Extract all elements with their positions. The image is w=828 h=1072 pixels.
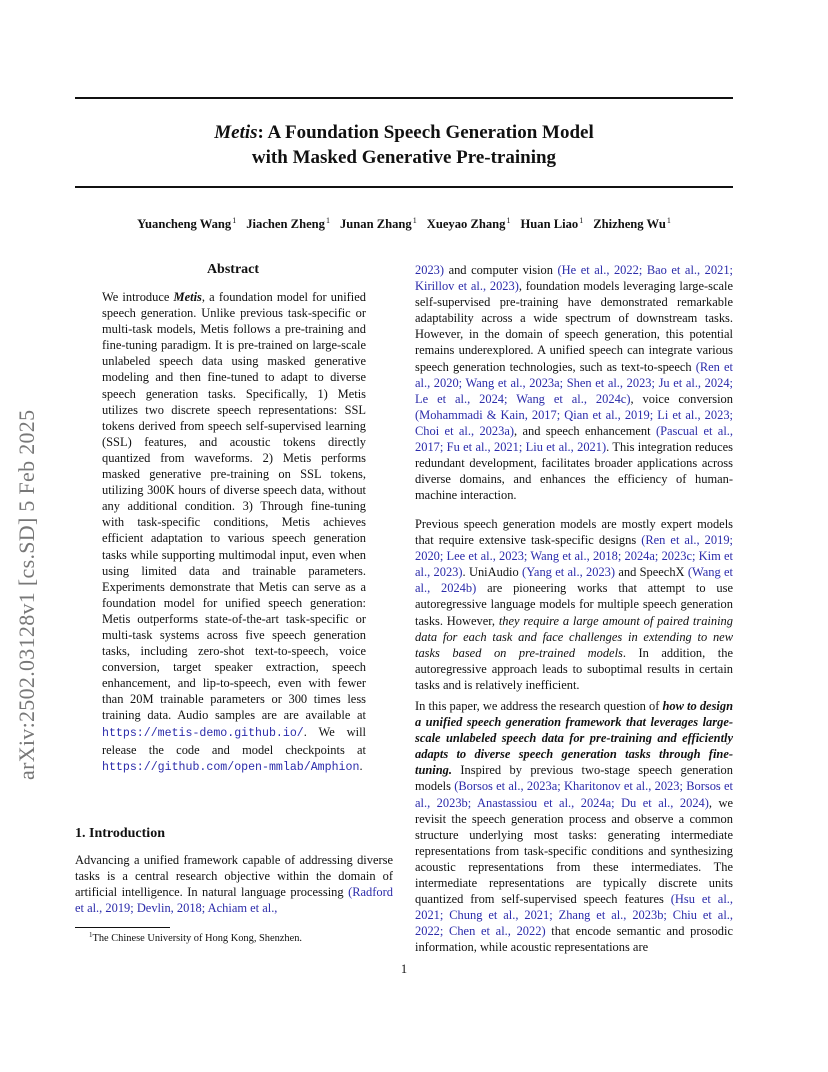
body-text: , we revisit the speech generation process and observe a common structure underlying most tasks: generating intermediate representations from task-specific conditions and synthesizing acoustic representations from these intermediates. The intermediate representations are typically discrete units quantized from self-supervised speech features — [415, 795, 733, 907]
citation-link[interactable]: (Borsos et al., 2023a; Kharitonov et al., 2023; Borsos et al., 2023b; Anastassiou et al., 2024a; Du et al., 2024) — [415, 779, 733, 810]
citation-link[interactable]: (Ren et al., 2019; 2020; Lee et al., 2023; Wang et al., 2018; 2024a; 2023c; Kim et al., 2023) — [415, 533, 733, 580]
citation-link[interactable]: (Pascual et al., 2017; Fu et al., 2021; Liu et al., 2021) — [415, 423, 733, 455]
citation-link[interactable]: (Mohammadi & Kain, 2017; Qian et al., 2019; Li et al., 2023; Choi et al., 2023a) — [415, 407, 733, 438]
author-text: Huan Liao — [520, 217, 579, 231]
title-model-name: Metis — [214, 122, 258, 143]
author-text: Jiachen Zheng — [246, 217, 325, 231]
introduction-heading: 1. Introduction — [75, 826, 165, 841]
footnote-rule — [75, 927, 170, 928]
author-name — [137, 217, 236, 231]
affiliation-footnote — [89, 931, 302, 944]
author-text: Junan Zhang — [339, 217, 412, 231]
body-text: and SpeechX — [615, 565, 688, 580]
abstract-model-name: Metis — [173, 290, 202, 304]
body-text: Previous speech generation models are mostly expert models that require extensive task-specific designs — [415, 517, 733, 548]
author-name — [427, 217, 511, 231]
citation-link[interactable]: (He et al., 2022; Bao et al., 2021; Kirillov et al., 2023) — [415, 263, 733, 294]
body-text: Inspired by previous two-stage speech generation models — [415, 763, 733, 794]
title-rule-bottom — [75, 186, 733, 188]
arxiv-identifier: arXiv:2502.03128v1 [cs.SD] 5 Feb 2025 — [14, 409, 39, 780]
intro-text: Advancing a unified framework capable of addressing diverse tasks is a central research objective within the domain of artificial intelligence. In natural language processing — [75, 853, 393, 900]
right-paragraph-3 — [415, 698, 733, 956]
author-affiliation-marker: 1 — [232, 216, 237, 225]
intro-citation[interactable]: (Radford et al., 2019; Devlin, 2018; Achiam et al., — [75, 885, 393, 916]
author-text: Zhizheng Wu — [593, 217, 666, 231]
author-affiliation-marker: 1 — [506, 216, 511, 225]
author-affiliation-marker: 1 — [666, 216, 671, 225]
title-rule-top — [75, 97, 733, 99]
body-text: that encode semantic and prosodic information, while acoustic representations are — [415, 924, 733, 955]
right-paragraph-2 — [415, 516, 733, 693]
abstract-end: . — [359, 758, 363, 773]
demo-link[interactable]: https://metis-demo.github.io/ — [102, 726, 304, 740]
paper-title — [75, 120, 733, 170]
author-text: Xueyao Zhang — [426, 217, 506, 231]
citation-link[interactable]: (Hsu et al., 2021; Chung et al., 2021; Zhang et al., 2023b; Chiu et al., 2022; Chen et al., 2022) — [415, 892, 733, 939]
code-link[interactable]: https://github.com/open-mmlab/Amphion — [102, 760, 360, 774]
author-affiliation-marker: 1 — [579, 216, 584, 225]
author-name — [520, 217, 583, 231]
body-text: and computer vision — [444, 263, 558, 277]
body-text: , and speech enhancement — [514, 423, 656, 438]
body-text: are pioneering works that attempt to use autoregressive language models for multiple speech generation tasks. However, — [415, 581, 733, 628]
author-text: Yuancheng Wang — [137, 217, 232, 231]
title-line2: with Masked Generative Pre-training — [251, 147, 557, 168]
body-text: . UniAudio — [462, 565, 523, 580]
abstract-text — [102, 289, 366, 776]
citation-link[interactable]: (Ren et al., 2020; Wang et al., 2023a; Shen et al., 2023; Ju et al., 2024; Le et al., 2024; Wang et al., 2024c) — [415, 359, 734, 406]
citation-link[interactable]: (Wang et al., 2024b) — [415, 565, 733, 596]
emphasis-text: they require a large amount of paired training data for each task and face challenges in extending to new tasks based on pre-trained models — [415, 613, 733, 660]
body-text: , foundation models leveraging large-scale self-supervised pre-training have demonstrated remarkable adaptability across a wide spectrum of downstream tasks. However, in the domain of speech generation, this potential remains underexplored. A unified speech can integrate various speech generation technologies, such as text-to-speech — [415, 279, 733, 374]
author-affiliation-marker: 1 — [412, 216, 417, 225]
body-text: , voice conversion — [630, 391, 733, 406]
author-affiliation-marker: 1 — [325, 216, 330, 225]
research-question: how to design a unified speech generation framework that leverages large-scale unlabeled speech data for pre-training and efficiently adapts to diverse speech generation tasks through fine-tuning. — [415, 699, 733, 778]
abstract-mid: . We will release the code and model checkpoints at — [102, 724, 366, 757]
abstract-body: , a foundation model for unified speech generation. Unlike previous task-specific or multi-task models, Metis follows a pre-training and fine-tuning paradigm. It is pre-trained on large-scale unlabeled speech data using masked generative modeling and then fine-tuned to adapt to diverse speech generation tasks. Specifically, 1) Metis utilizes two discrete speech representations: SSL tokens derived from speech self-supervised learning (SSL) features, and acoustic tokens directly quantized from waveforms. 2) Metis performs masked generative pre-training on SSL tokens, utilizing 300K hours of diverse speech data, without any additional condition. 3) Through fine-tuning with task-specific conditions, Metis achieves efficient adaptation to various speech generation tasks while supporting multimodal input, even when using limited data and trainable parameters. Experiments demonstrate that Metis can serve as a foundation model for unified speech generation: Metis outperforms state-of-the-art task-specific or multi-task systems across five speech generation tasks, including zero-shot text-to-speech, voice conversion, target speaker extraction, speech enhancement, and lip-to-speech, even with fewer than 20M trainable parameters or 300 times less training data. Audio samples are are available at — [102, 290, 366, 723]
introduction-text — [75, 852, 393, 916]
citation-link[interactable]: (Yang et al., 2023) — [522, 565, 616, 580]
abstract-heading: Abstract — [206, 262, 260, 277]
body-text: . This integration reduces redundant development, facilitates broader applications across diverse domains, and enhances the efficiency of human-machine interaction. — [415, 440, 733, 503]
page-number: 1 — [400, 962, 408, 976]
author-name — [246, 217, 330, 231]
author-list — [75, 216, 733, 232]
footnote-text: The Chinese University of Hong Kong, Shenzhen. — [92, 933, 303, 944]
body-text: . In addition, the autoregressive approach leads to suboptimal results in certain tasks and is relatively inefficient. — [415, 645, 733, 692]
author-name — [340, 217, 417, 231]
footnote-marker: 1 — [89, 931, 93, 939]
body-text: In this paper, we address the research question of — [415, 699, 663, 713]
citation-link[interactable]: 2023) — [415, 263, 445, 277]
abstract-lead: We introduce — [102, 290, 174, 304]
right-paragraph-1 — [415, 262, 733, 503]
title-line1-rest: : A Foundation Speech Generation Model — [257, 122, 594, 143]
author-name — [593, 217, 671, 231]
